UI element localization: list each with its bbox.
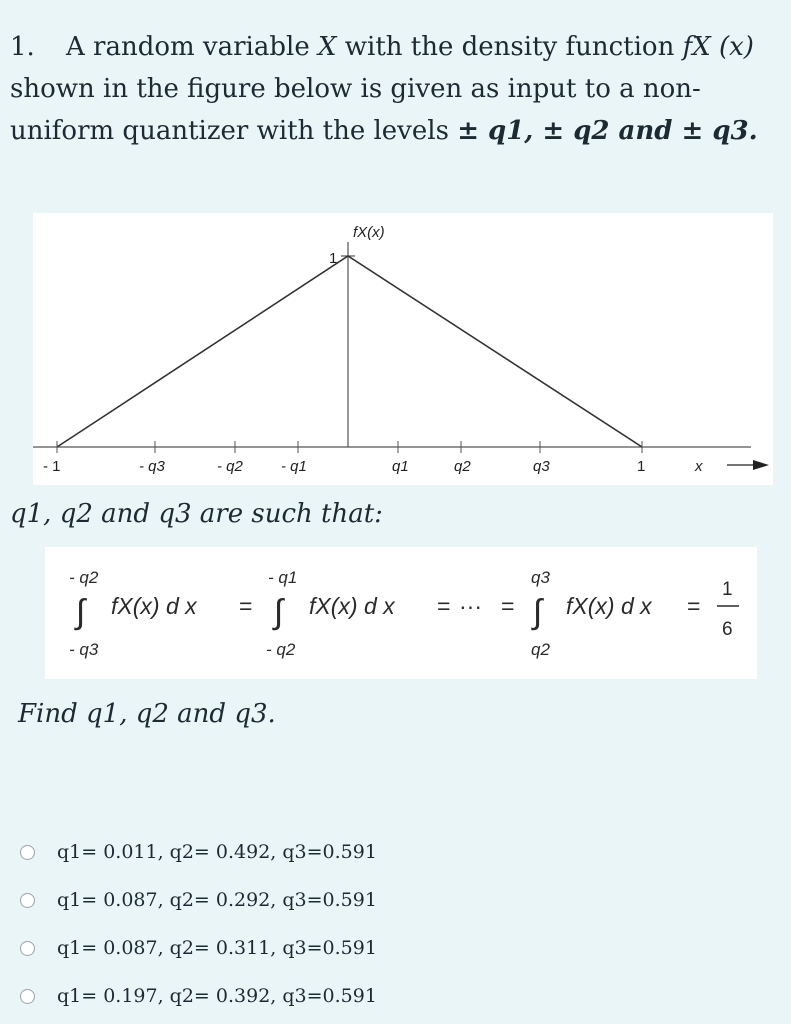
x-axis-arrow [753, 460, 769, 470]
equals-4: = [687, 593, 701, 619]
tick-label-minus-1: - 1 [43, 458, 61, 475]
density-arg: (x) [710, 32, 754, 62]
condition-text: q1, q2 and q3 are such that: [10, 499, 383, 529]
integral-1-sign: ∫ [76, 593, 86, 631]
option-label: q1= 0.011, q2= 0.492, q3=0.591 [57, 841, 377, 863]
fraction-denominator: 6 [722, 619, 733, 640]
density-curve [57, 256, 642, 447]
equals-1: = [239, 593, 253, 619]
question-text-b: with the density function [336, 32, 683, 62]
integral-2-lower: - q2 [266, 640, 296, 659]
x-axis-label: x [695, 458, 703, 475]
option-label: q1= 0.087, q2= 0.311, q3=0.591 [57, 937, 377, 959]
option-2[interactable] [20, 876, 377, 924]
equation-box [45, 547, 757, 679]
tick-label-minus-q3: - q3 [139, 458, 165, 475]
integral-3-lower: q2 [531, 640, 550, 659]
quantizer-levels: ± q1, ± q2 and ± q3. [457, 116, 758, 146]
tick-label-q2: q2 [454, 458, 471, 475]
ellipsis: ··· [459, 593, 482, 619]
integrand-2: fX(x) d x [309, 593, 395, 619]
tick-label-minus-q2: - q2 [217, 458, 243, 475]
option-1[interactable] [20, 828, 377, 876]
integral-1-lower: - q3 [69, 640, 99, 659]
radio-button[interactable] [20, 893, 35, 908]
find-text: Find q1, q2 and q3. [18, 699, 276, 729]
option-4[interactable] [20, 972, 377, 1020]
tick-label-q3: q3 [533, 458, 550, 475]
option-label: q1= 0.087, q2= 0.292, q3=0.591 [57, 889, 377, 911]
integral-3-sign: ∫ [533, 593, 543, 631]
option-3[interactable] [20, 924, 377, 972]
integral-3-upper: q3 [531, 568, 550, 587]
equation [45, 547, 757, 679]
integrand-3: fX(x) d x [566, 593, 652, 619]
peak-label: 1 [329, 250, 338, 267]
tick-label-minus-q1: - q1 [281, 458, 307, 475]
integral-2-upper: - q1 [268, 568, 298, 587]
equals-3: = [501, 593, 515, 619]
integral-2-sign: ∫ [274, 593, 284, 631]
radio-button[interactable] [20, 941, 35, 956]
question-text-c: shown in the figure below is given as input to a non-uniform quantizer with the levels [10, 74, 701, 146]
tick-label-q1: q1 [392, 458, 409, 475]
variable-x: X [317, 32, 337, 62]
answer-options [20, 828, 377, 1020]
y-axis-label: fX(x) [353, 224, 385, 241]
density-symbol: fX [682, 32, 711, 62]
fraction-numerator: 1 [722, 579, 733, 600]
density-figure [33, 213, 773, 485]
density-plot [33, 213, 773, 485]
radio-button[interactable] [20, 845, 35, 860]
question-text [10, 26, 780, 152]
question-number: 1. [10, 32, 35, 62]
option-label: q1= 0.197, q2= 0.392, q3=0.591 [57, 985, 377, 1007]
integrand-1: fX(x) d x [111, 593, 197, 619]
tick-label-1: 1 [637, 458, 646, 475]
question-text-a: A random variable [66, 32, 318, 62]
integral-1-upper: - q2 [69, 568, 99, 587]
equals-2: = [437, 593, 451, 619]
radio-button[interactable] [20, 989, 35, 1004]
